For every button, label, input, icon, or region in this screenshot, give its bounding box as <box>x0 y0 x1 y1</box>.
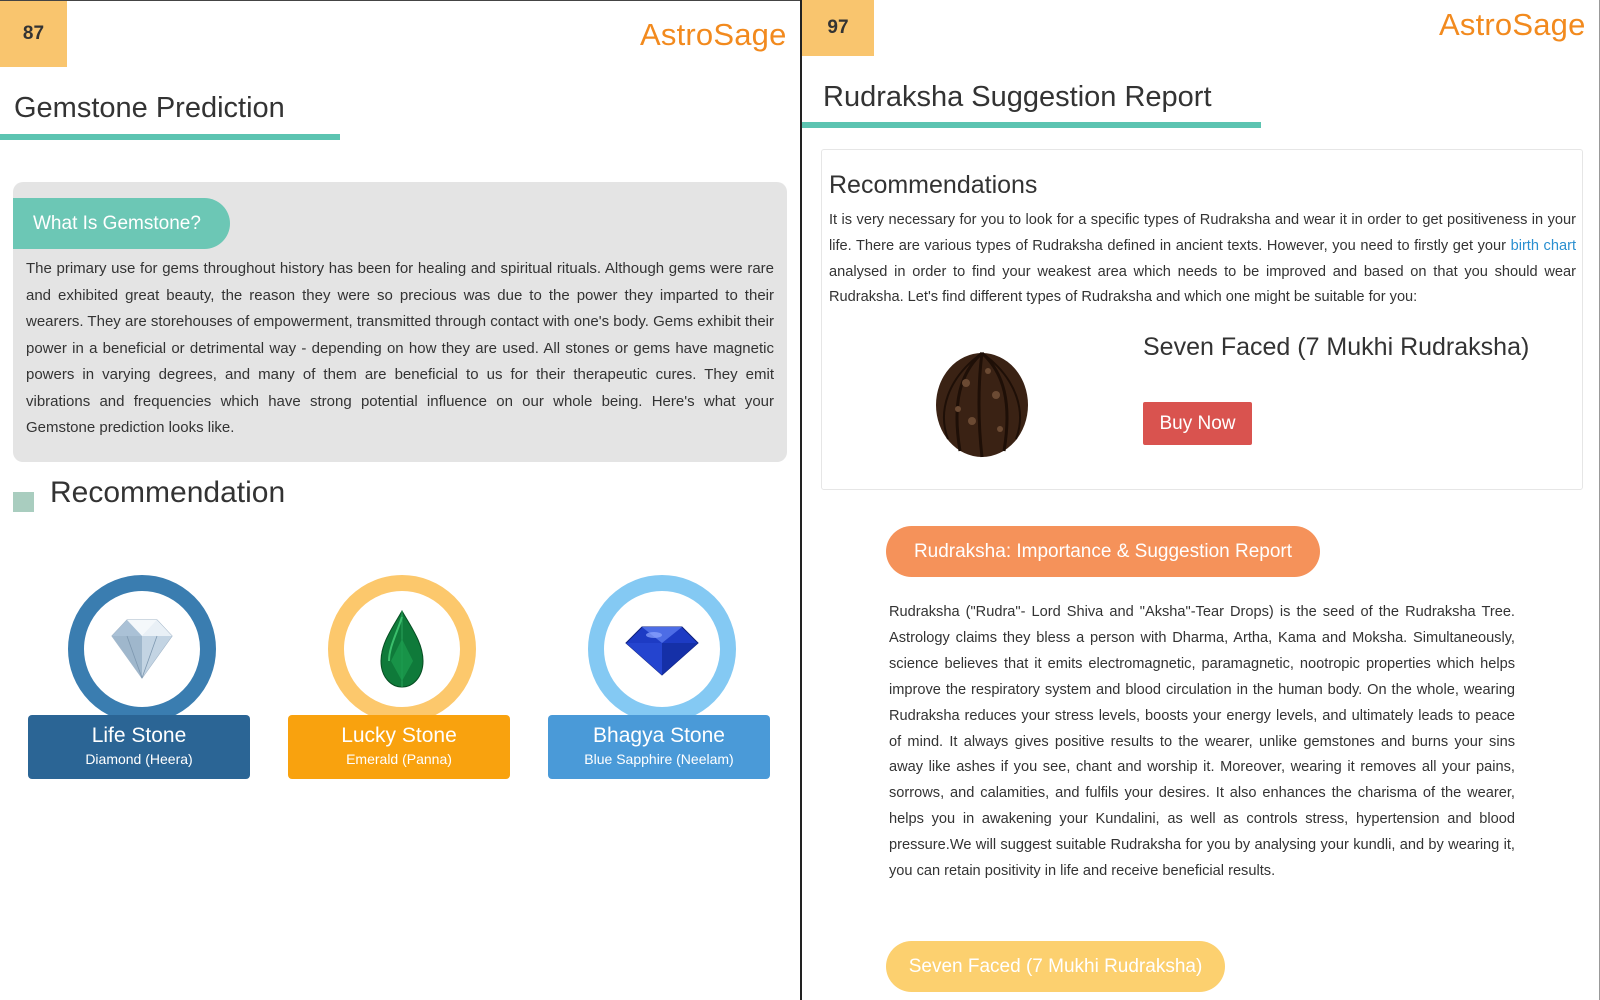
recommendations-text-end: analysed in order to find your weakest area which needs to be improved and based on that you should wear Rudraksha. Let's find different types of Rudraksha and which one might be suitable for you: <box>829 263 1576 306</box>
what-is-gemstone-label: What Is Gemstone? <box>13 198 230 249</box>
birth-chart-link[interactable]: birth chart <box>1510 237 1577 254</box>
bhagya-stone-ring <box>588 575 736 723</box>
recommendations-text <box>829 208 1576 311</box>
recommendations-heading: Recommendations <box>829 171 1038 199</box>
lucky-stone-card <box>288 575 510 779</box>
title-underline <box>802 122 1261 128</box>
page-title: Rudraksha Suggestion Report <box>823 81 1212 113</box>
astrosage-logo: AstroSage <box>640 17 787 52</box>
recommendation-heading: Recommendation <box>50 476 286 509</box>
lucky-stone-label <box>288 715 510 779</box>
gemstone-intro-text: The primary use for gems throughout history has been for healing and spiritual rituals. Although gems were rare and exhibited great beauty, the reason they were so precious was due to the power they imparted to their wearers. They are storehouses of empowerment, transmitted through contact with one's body. Gems exhibit their power in a beneficial or detrimental way - depending on how they are used. All stones or gems have magnetic powers in varying degrees, and many of them are beneficial to us for their therapeutic cures. They emit vibrations and frequencies which have strong potential influence on our whole being. Here's what your Gemstone prediction looks like. <box>26 260 774 436</box>
astrosage-logo: AstroSage <box>1439 7 1586 42</box>
page-97 <box>800 0 1600 1000</box>
recommendations-text-start: It is very necessary for you to look for a specific types of Rudraksha and wear it in order to get positiveness in your life. There are various types of Rudraksha defined in ancient texts. However, you need to firstly get your <box>829 212 1576 254</box>
stone-gem: Diamond (Heera) <box>85 751 193 767</box>
stone-gem: Emerald (Panna) <box>346 751 452 767</box>
stone-name: Bhagya Stone <box>593 724 725 747</box>
recommendation-marker <box>13 492 34 512</box>
emerald-icon <box>377 609 427 689</box>
life-stone-card <box>28 575 250 779</box>
bhagya-stone-label <box>548 715 770 779</box>
life-stone-label <box>28 715 250 779</box>
page-number: 87 <box>0 1 67 67</box>
rudraksha-name: Seven Faced (7 Mukhi Rudraksha) <box>1143 333 1530 361</box>
life-stone-ring <box>68 575 216 723</box>
stone-name: Life Stone <box>91 724 187 747</box>
bhagya-stone-card <box>548 575 770 779</box>
seven-faced-label: Seven Faced (7 Mukhi Rudraksha) <box>886 941 1225 992</box>
diamond-icon <box>102 614 182 684</box>
lucky-stone-ring <box>328 575 476 723</box>
importance-label: Rudraksha: Importance & Suggestion Report <box>886 526 1320 577</box>
importance-text: Rudraksha ("Rudra"- Lord Shiva and "Aksha"-Tear Drops) is the seed of the Rudraksha Tree. Astrology claims they bless a person with Dharma, Artha, Kama and Moksha. Simultaneously, science believes that it emits electromagnetic, paramagnetic, nootropic properties which helps improve the respiratory system and blood circulation in the human body. On the whole, wearing Rudraksha reduces your stress levels, boosts your energy levels, and ultimately leads to peace of mind. It always gives positive results to the wearer, unlike gemstones and burns your sins away like ashes if you see, chant and worship it. Moreover, wearing it removes all your pains, sorrows, and calamities, and fulfils your desires. It also enhances the charisma of the wearer, helps you in awakening your Kundalini, as well as controls stress, hypertension and blood pressure.We will suggest suitable Rudraksha for you by analysing your kundli, and by wearing it, you can retain positivity in life and receive beneficial results. <box>889 604 1515 880</box>
stone-name: Lucky Stone <box>341 724 457 747</box>
page-title: Gemstone Prediction <box>14 92 285 124</box>
sapphire-icon <box>624 621 700 677</box>
stone-gem: Blue Sapphire (Neelam) <box>584 751 734 767</box>
buy-now-button[interactable]: Buy Now <box>1143 402 1252 445</box>
page-number: 97 <box>802 0 874 56</box>
rudraksha-bead-image <box>930 343 1034 461</box>
title-underline <box>0 134 340 140</box>
